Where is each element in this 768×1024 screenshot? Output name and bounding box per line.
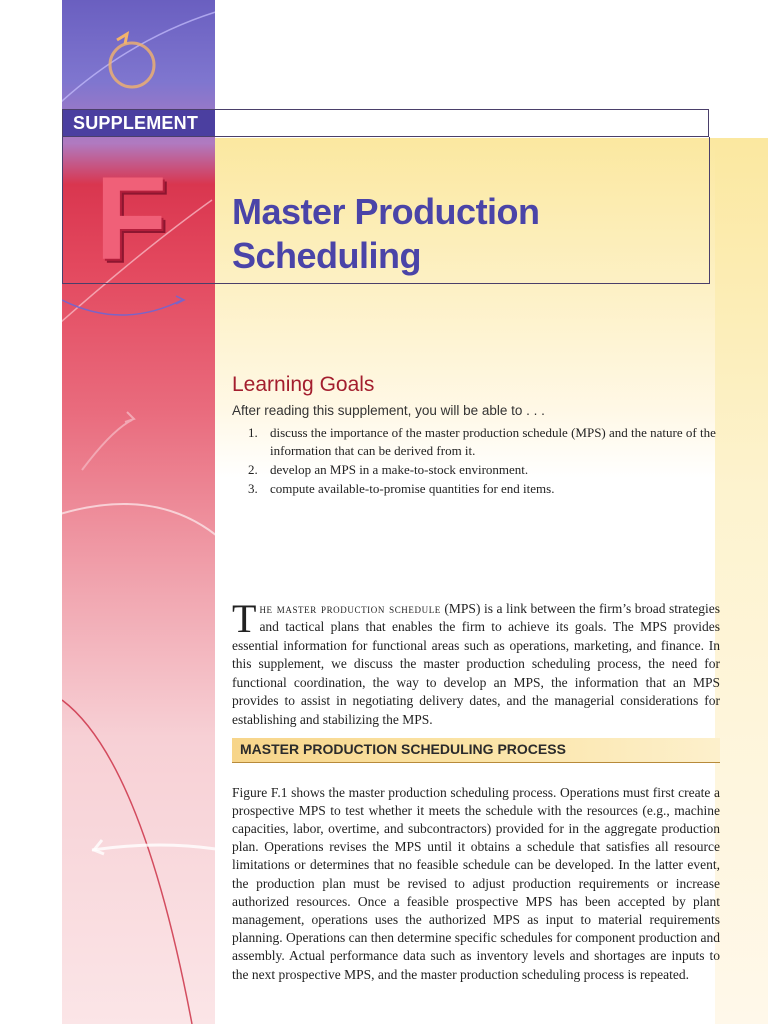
learning-goals-heading: Learning Goals [232,373,375,396]
list-item-number: 1. [248,425,258,440]
intro-paragraph [232,595,721,730]
learning-goals-intro: After reading this supplement, you will be able to . . . [232,403,545,418]
list-item-number: 2. [248,462,258,477]
list-item-text: compute available-to-promise quantities for end items. [270,481,555,496]
list-item [248,480,718,498]
intro-smallcaps: he master production schedule [259,600,441,616]
intro-text: (MPS) is a link between the firm’s broad strategies and tactical plans that enables the firm to achieve its goals. The MPS provides essential information for functional areas such as operations, marketing, and finance. In this supplement, we discuss the master production scheduling process, the need for functional coordination, the way to develop an MPS, the information that an MPS provides to assist in negotiating delivery dates, and the managerial considerations for establishing and stabilizing the MPS. [232,600,721,728]
supplement-label: SUPPLEMENT [73,113,199,133]
supplement-letter: F [95,153,168,285]
section-body-paragraph: Figure F.1 shows the master production scheduling process. Operations must first create a prospective MPS to test whether it meets the schedule with the resources (e.g., machine capacities, labor, overtime, and subcontractors) provided for in the aggregate production plan. Operations revises the MPS until it obtains a schedule that satisfies all resource limitations or determines that no feasible schedule can be developed. In the latter event, the production plan must be revised to adjust production requirements or increase authorized resources. Once a feasible prospective MPS has been accepted by plant management, operations uses the authorized MPS as input to material requirements planning. Operations can then determine specific schedules for component production and assembly. Actual performance data such as inventory levels and shortages are inputs to the next prospective MPS, and the master production scheduling process is repeated. [232,784,720,982]
learning-goals-list [248,424,718,499]
supplement-bar [62,109,709,137]
list-item-number: 3. [248,481,258,496]
page-title [232,190,702,278]
drop-cap: T [232,595,257,641]
list-item-text: discuss the importance of the master production schedule (MPS) and the nature of the information that can be derived from it. [270,425,716,458]
list-item [248,424,718,460]
section-heading-bar [232,738,720,763]
list-item-text: develop an MPS in a make-to-stock environment. [270,462,529,477]
page-title-line2: Scheduling [232,235,422,276]
list-item [248,461,718,479]
section-heading: MASTER PRODUCTION SCHEDULING PROCESS [240,741,566,757]
page-title-line1: Master Production [232,191,540,232]
yellow-right-margin [715,138,768,1024]
